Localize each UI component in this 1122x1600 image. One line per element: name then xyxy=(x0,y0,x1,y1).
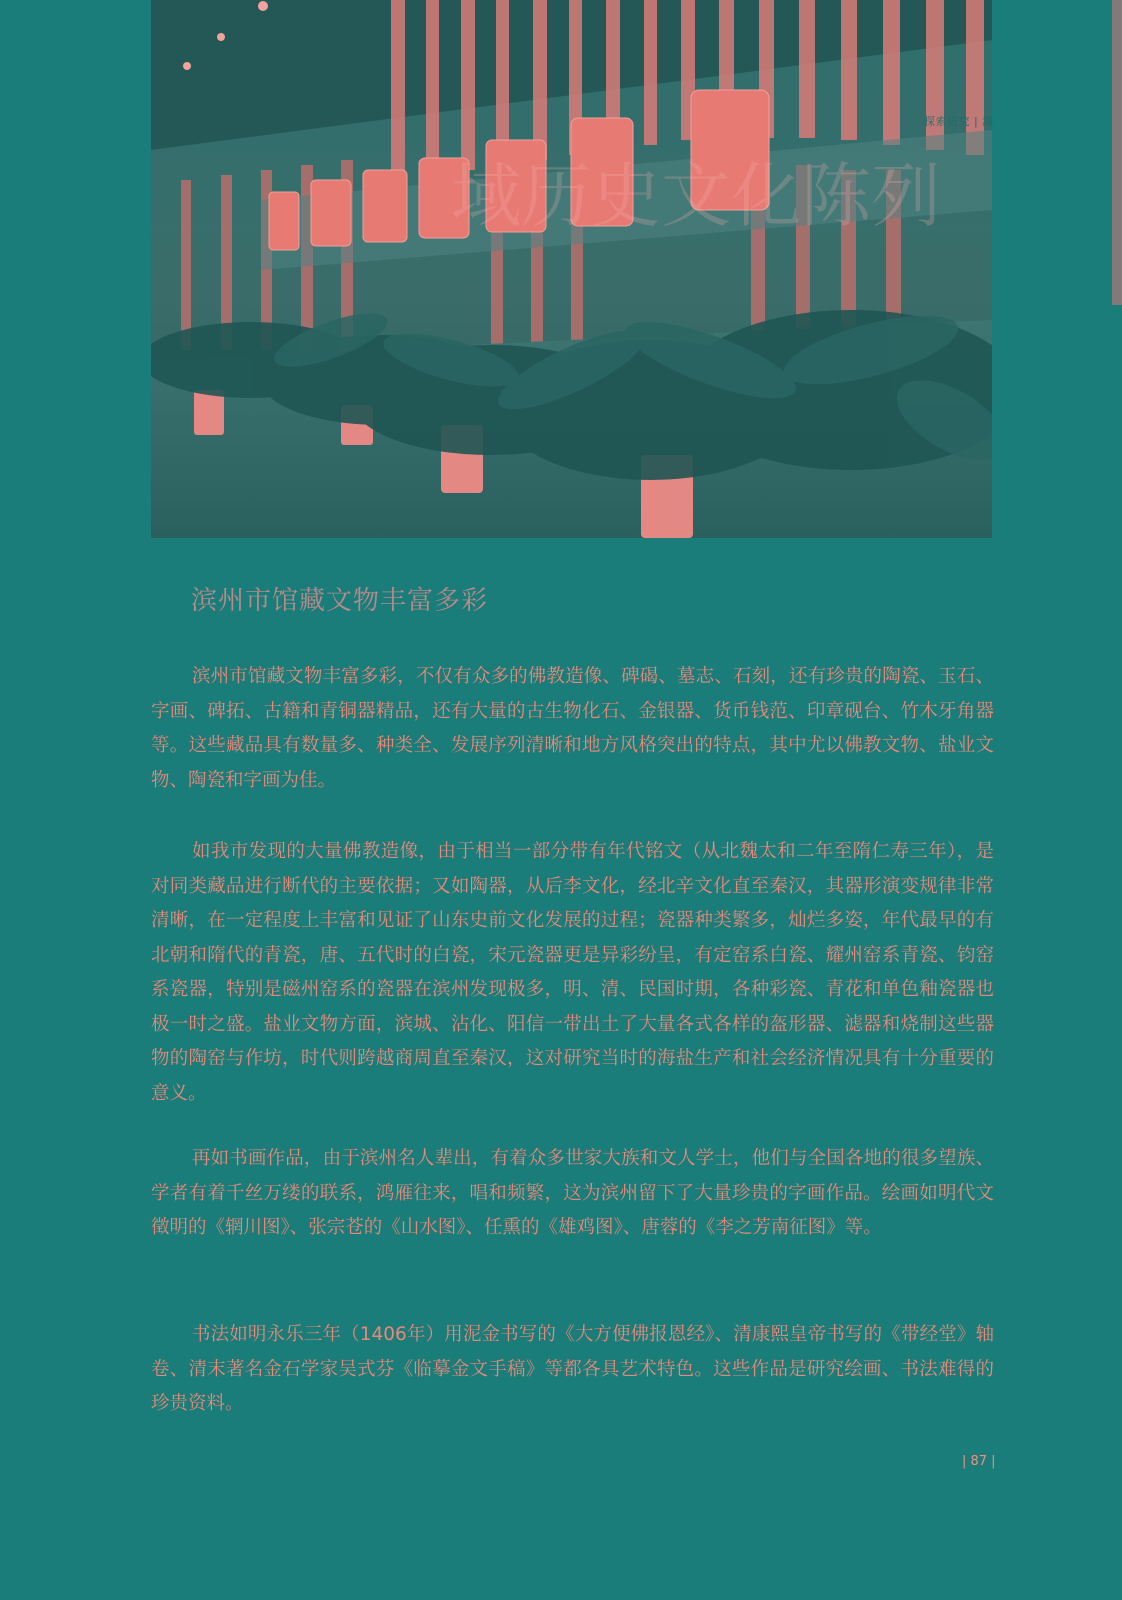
exhibition-hall-photo xyxy=(151,0,992,538)
page-number: | 87 | xyxy=(962,1454,996,1469)
paragraph-3: 再如书画作品，由于滨州名人辈出，有着众多世家大族和文人学士，他们与全国各地的很多望族、学者有着千丝万缕的联系，鸿雁往来，唱和频繁，这为滨州留下了大量珍贵的字画作品。绘画如明代文徵明的《辋川图》、张宗苍的《山水图》、任熏的《雄鸡图》、唐蓉的《李之芳南征图》等。 xyxy=(151,1148,994,1238)
sign-text: 域历史文化陈列 xyxy=(451,155,941,237)
adjacent-page-edge xyxy=(1112,0,1122,305)
section-title: 滨州市馆藏文物丰富多彩 xyxy=(191,586,489,616)
paragraph-4: 书法如明永乐三年（1406年）用泥金书写的《大方便佛报恩经》、清康熙皇帝书写的《带经堂》轴卷、清末著名金石学家吴式芬《临摹金文手稿》等都各具艺术特色。这些作品是研究绘画、书法难得的珍贵资料。 xyxy=(151,1324,994,1414)
paragraph-1: 滨州市馆藏文物丰富多彩，不仅有众多的佛教造像、碑碣、墓志、石刻，还有珍贵的陶瓷、玉石、字画、碑拓、古籍和青铜器精品，还有大量的古生物化石、金银器、货币钱范、印章砚台、竹木牙角器等。这些藏品具有数量多、种类全、发展序列清晰和地方风格突出的特点，其中尤以佛教文物、盐业文物、陶瓷和字画为佳。 xyxy=(151,666,994,791)
running-header: 探索研究 | 海 xyxy=(924,115,994,128)
paragraph-2: 如我市发现的大量佛教造像，由于相当一部分带有年代铭文（从北魏太和二年至隋仁寿三年），是对同类藏品进行断代的主要依据；又如陶器，从后李文化，经北辛文化直至秦汉，其器形演变规律非常清晰，在一定程度上丰富和见证了山东史前文化发展的过程；瓷器种类繁多，灿烂多姿，年代最早的有北朝和隋代的青瓷，唐、五代时的白瓷，宋元瓷器更是异彩纷呈，有定窑系白瓷、耀州窑系青瓷、钧窑系瓷器，特别是磁州窑系的瓷器在滨州发现极多，明、清、民国时期，各种彩瓷、青花和单色釉瓷器也极一时之盛。盐业文物方面，滨城、沾化、阳信一带出土了大量各式各样的盔形器、滤器和烧制这些器物的陶窑与作坊，时代则跨越商周直至秦汉，这对研究当时的海盐生产和社会经济情况具有十分重要的意义。 xyxy=(151,841,994,1104)
